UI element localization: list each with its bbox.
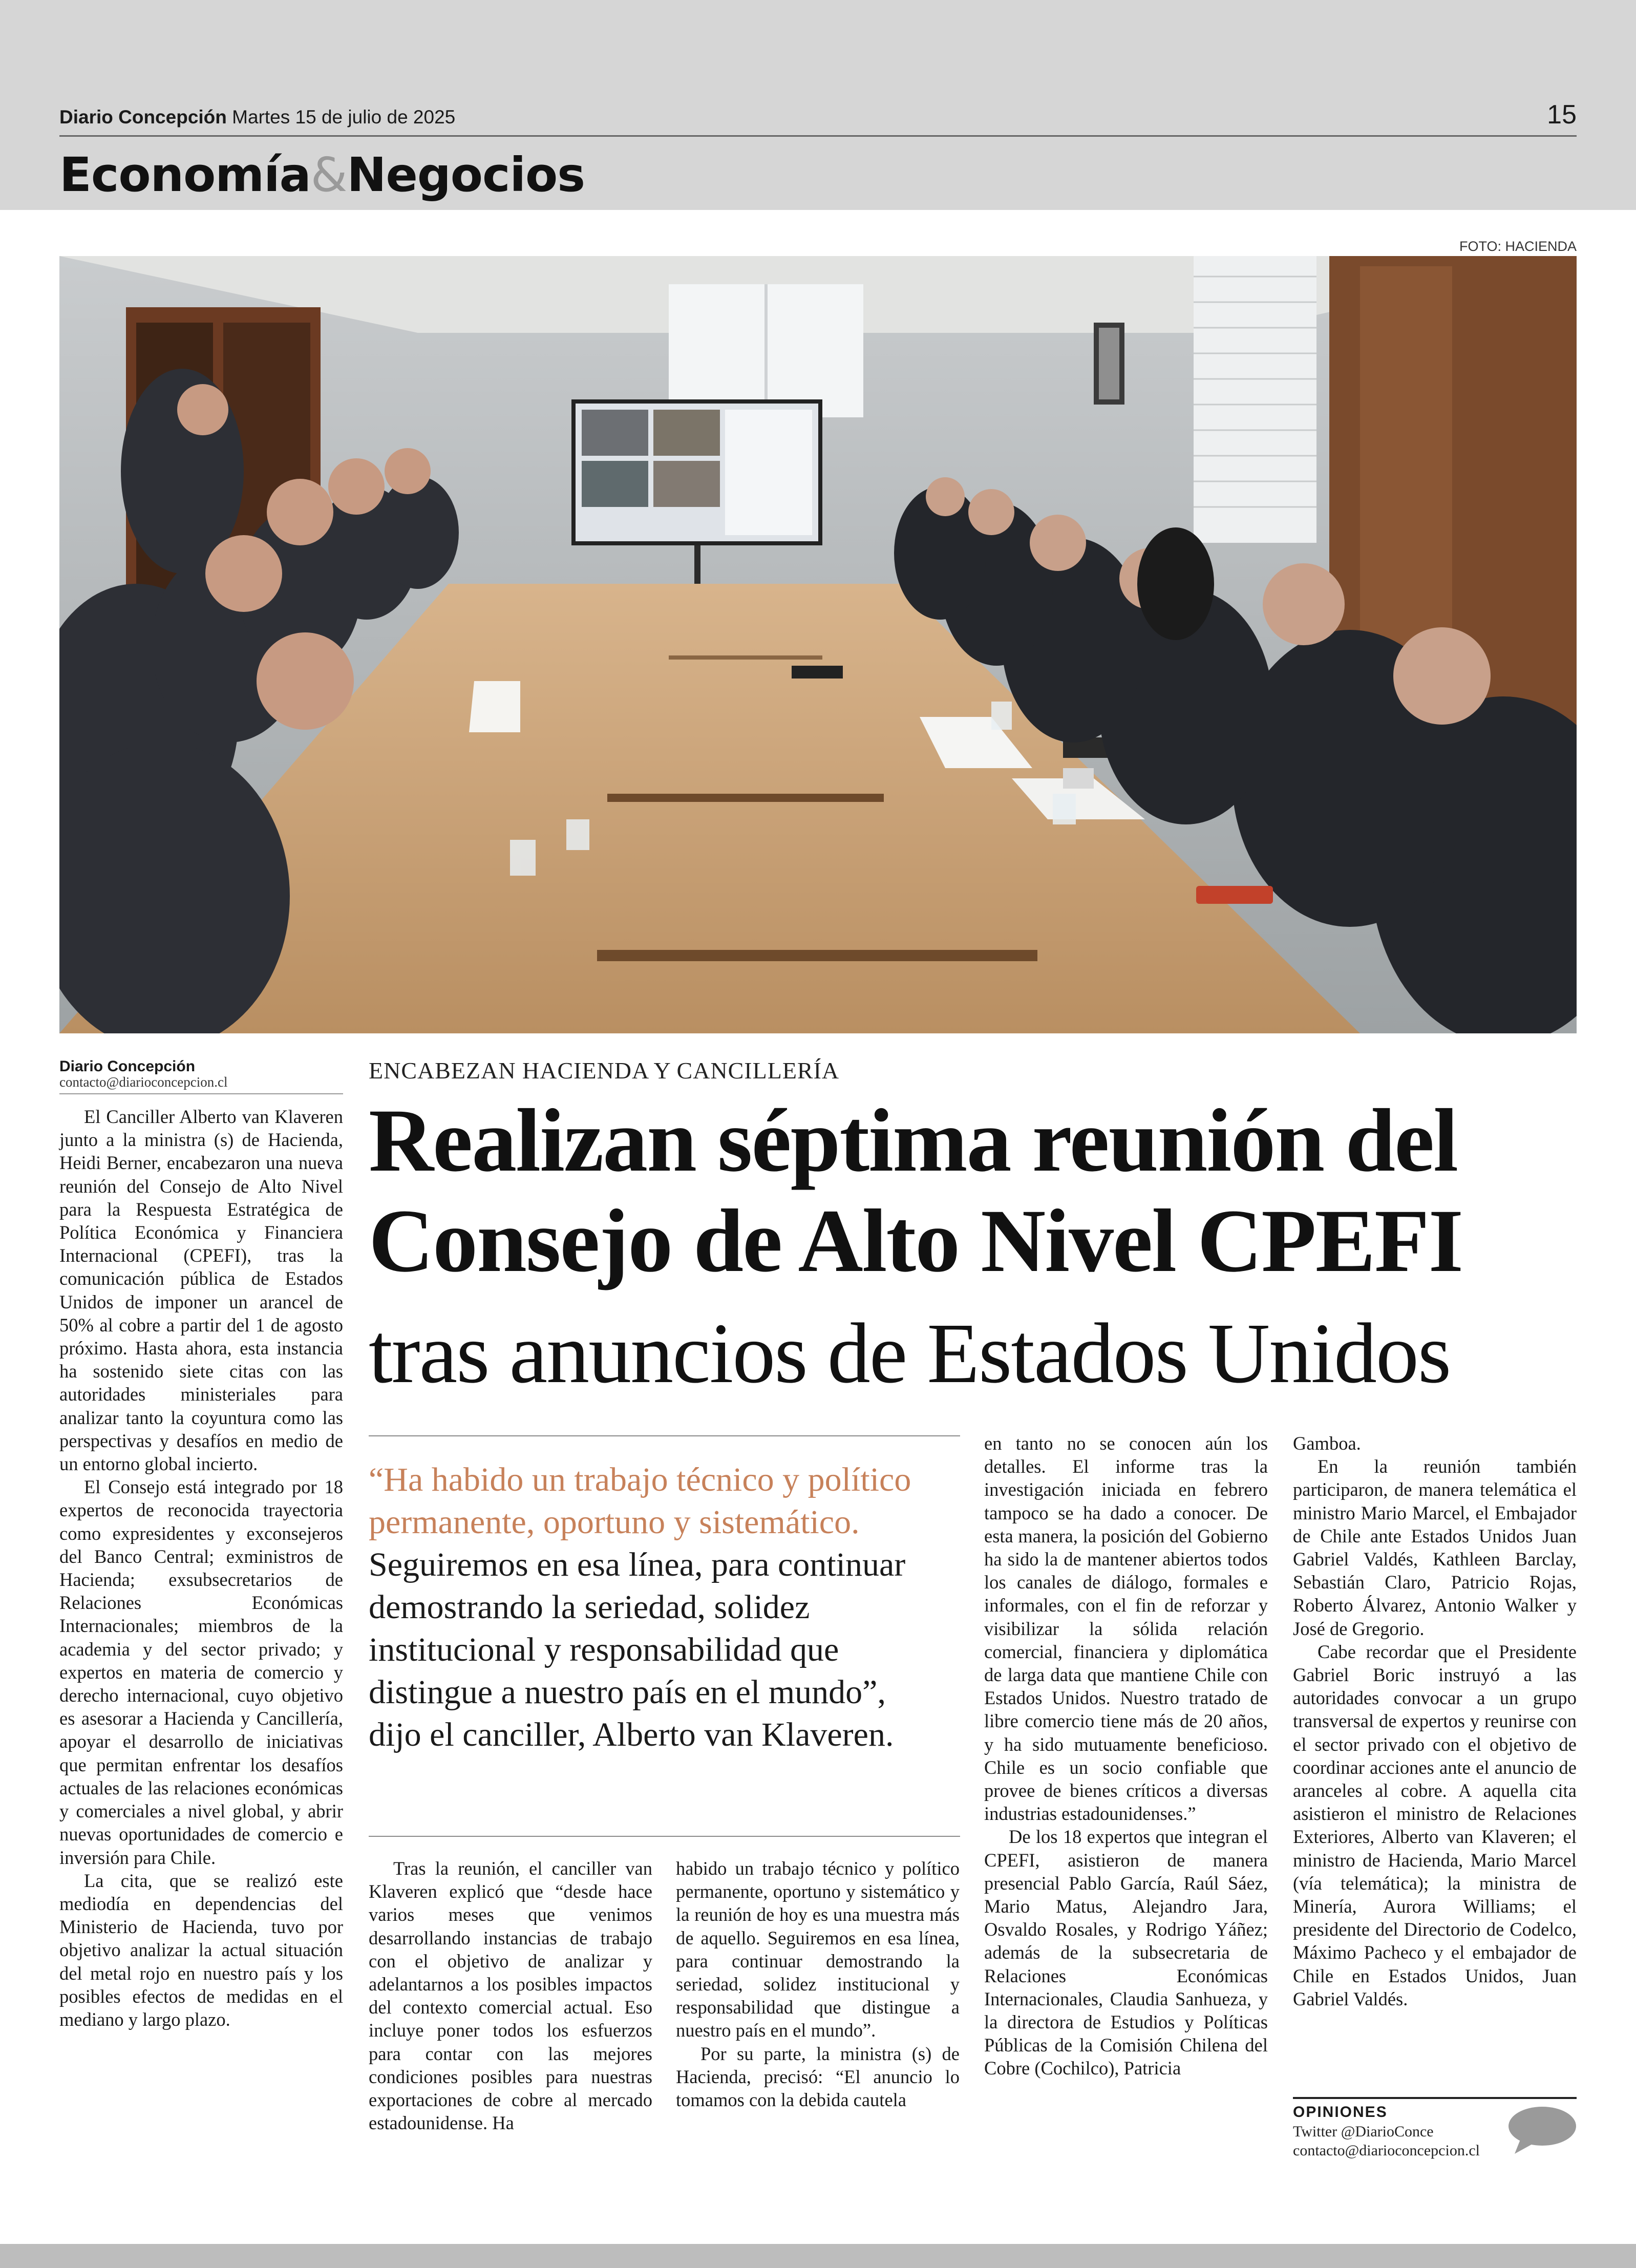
body-paragraph: Por su parte, la ministra (s) de Hacienda, precisó: “El anuncio lo tomamos con la debida cautela	[676, 2043, 960, 2111]
byline-email: contacto@diarioconcepcion.cl	[59, 1074, 228, 1090]
pull-quote-accent: “Ha habido un trabajo técnico y político permanente, oportuno y sistemático.	[369, 1461, 911, 1541]
article-column-1	[369, 1857, 652, 2134]
body-paragraph: De los 18 expertos que integran el CPEFI, asistieron de manera presencial Pablo García, Raúl Sáez, Mario Matus, Alejandro Jara, Osvaldo Rosales, y Rodrigo Yáñez; además de la subsecretaria de Relaciones Económicas Internacionales, Claudia Sanhueza, y la directora de Estudios y Políticas Públicas de la Comisión Chilena del Cobre (Cochilco), Patricia	[984, 1826, 1268, 2079]
pull-quote	[369, 1458, 942, 1756]
page-number: 15	[1547, 100, 1577, 130]
opinion-twitter[interactable]: Twitter @DiarioConce	[1293, 2123, 1434, 2140]
headline-line: Realizan séptima reunión del	[369, 1091, 1458, 1191]
quote-bottom-rule	[369, 1836, 960, 1837]
article-left-column	[59, 1105, 343, 2031]
opinion-email[interactable]: contacto@diarioconcepcion.cl	[1293, 2142, 1480, 2159]
article-column-3	[984, 1432, 1268, 2080]
article-kicker: ENCABEZAN HACIENDA Y CANCILLERÍA	[369, 1057, 840, 1084]
section-title-part1: Economía	[59, 147, 311, 202]
byline-rule	[59, 1093, 343, 1094]
body-paragraph: Cabe recordar que el Presidente Gabriel Boric instruyó a las autoridades convocar a un grupo transversal de expertos y reunirse con el sector privado con el objetivo de coordinar acciones ante el anuncio de aranceles al cobre. A aquella cita asistieron el ministro de Relaciones Exteriores, Alberto van Klaveren; el ministro de Hacienda, Mario Marcel (vía telemática); la ministra de Minería, Aurora Williams; el presidente del Directorio de Codelco, Máximo Pacheco y el embajador de Chile en Estados Unidos, Juan Gabriel Valdés.	[1293, 1641, 1577, 2009]
body-paragraph: habido un trabajo técnico y político permanente, oportuno y sistemático y la reunión de hoy es una muestra más de aquello. Seguiremos en esa línea, para continuar demostrando la seriedad, solidez institucional y responsabilidad que distingue a nuestro país en el mundo”.	[676, 1858, 960, 2041]
body-paragraph: Tras la reunión, el canciller van Klaveren explicó que “desde hace varios meses que venimos desarrollando instancias de trabajo con el objetivo de analizar y adelantarnos a los posibles impactos del contexto comercial actual. Eso incluye poner todos los esfuerzos para contar con las mejores condiciones posibles para nuestras exportaciones de cobre al mercado estadounidense. Ha	[369, 1858, 652, 2134]
chat-bubble-icon	[1505, 2105, 1577, 2156]
body-paragraph: Gamboa.	[1293, 1433, 1361, 1454]
article-column-2	[676, 1857, 960, 2111]
opinion-rule	[1293, 2097, 1577, 2099]
photo-credit: FOTO: HACIENDA	[1459, 239, 1577, 254]
body-paragraph: La cita, que se realizó este mediodía en dependencias del Ministerio de Hacienda, tuvo por objetivo analizar la actual situación del metal rojo en nuestro país y los posibles efectos de medidas en el mediano y largo plazo.	[59, 1870, 343, 2030]
pull-quote-text: Seguiremos en esa línea, para continuar demostrando la seriedad, solidez institucional y responsabilidad que distingue a nuestro país en el mundo”, dijo el canciller, Alberto van Klaveren.	[369, 1546, 906, 1753]
meeting-photo	[59, 256, 1577, 1033]
byline-name: Diario Concepción	[59, 1058, 196, 1075]
publication-name: Diario Concepción	[59, 107, 227, 128]
quote-top-rule	[369, 1435, 960, 1436]
header-rule	[59, 135, 1577, 137]
section-title-amp: &	[310, 147, 347, 202]
publication-date: Martes 15 de julio de 2025	[232, 107, 456, 128]
body-paragraph: El Canciller Alberto van Klaveren junto a la ministra (s) de Hacienda, Heidi Berner, encabezaron una nueva reunión del Consejo de Alto Nivel para la Respuesta Estratégica de Política Económica y Financiera Internacional (CPEFI), tras la comunicación pública de Estados Unidos de imponer un arancel de 50% al cobre a partir del 1 de agosto próximo. Hasta ahora, esta instancia ha sostenido siete citas con las autoridades ministeriales para analizar tanto la coyuntura como las perspectivas y desafíos en medio de un entorno global incierto.	[59, 1106, 343, 1475]
body-paragraph: en tanto no se conocen aún los detalles. El informe tras la investigación iniciada en febrero tampoco se ha dado a conocer. De esta manera, la posición del Gobierno ha sido la de mantener abiertos todos los canales de diálogo, formales e informales, con el fin de reforzar y visibilizar la sólida relación comercial, financiera y diplomática de larga data que mantiene Chile con Estados Unidos. Nuestro tratado de libre comercio tiene más de 20 años, y ha sido mutuamente beneficioso. Chile es un socio confiable que provee de bienes críticos a diversas industrias estadounidenses.”	[984, 1433, 1268, 1825]
opinion-title: OPINIONES	[1293, 2104, 1388, 2121]
body-paragraph: El Consejo está integrado por 18 expertos de reconocida trayectoria como expresidentes y exconsejeros del Banco Central; exministros de Hacienda; exsubsecretarios de Relaciones Económicas Internacionales; miembros de la academia y del sector privado; y expertos en materia de comercio y derecho internacional, cuyo objetivo es asesorar a Hacienda y Cancillería, apoyar el desarrollo de iniciativas que permitan enfrentar los desafíos actuales de las relaciones económicas y comerciales a nivel global, y abrir nuevas oportunidades de comercio e inversión para Chile.	[59, 1476, 343, 1868]
section-title	[59, 147, 585, 202]
body-paragraph: En la reunión también participaron, de manera telemática el ministro Mario Marcel, el Embajador de Chile ante Estados Unidos Juan Gabriel Valdés, Kathleen Barclay, Sebastián Claro, Patricio Rojas, Roberto Álvarez, Antonio Walker y José de Gregorio.	[1293, 1456, 1577, 1639]
footer-band	[0, 2244, 1636, 2268]
article-column-4	[1293, 1432, 1577, 2010]
article-headline	[369, 1091, 1587, 1291]
section-title-part2: Negocios	[347, 147, 585, 202]
article-subheadline: tras anuncios de Estados Unidos	[369, 1306, 1451, 1401]
masthead	[59, 107, 455, 128]
headline-line: Consejo de Alto Nivel CPEFI	[369, 1191, 1463, 1291]
